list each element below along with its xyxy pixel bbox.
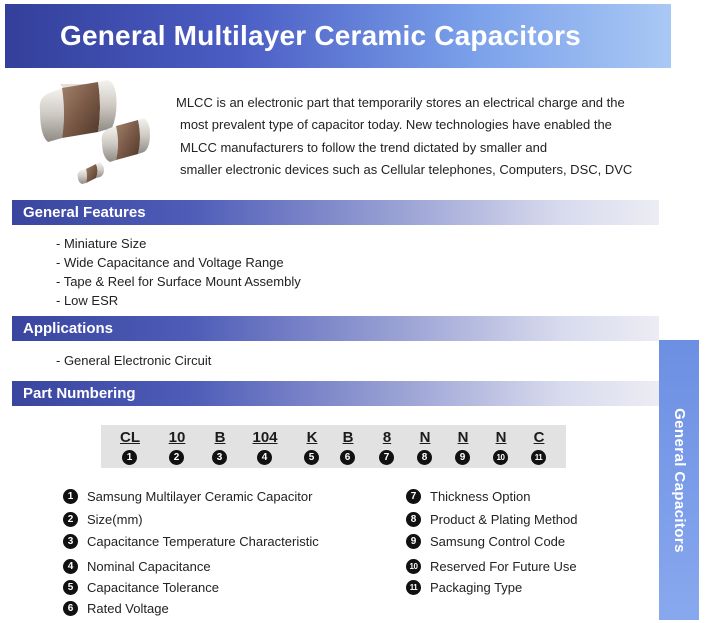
part-code: B <box>214 429 226 446</box>
number-badge: 6 <box>340 450 355 465</box>
section-heading: General Features <box>23 204 146 221</box>
list-item: - Miniature Size <box>56 236 147 251</box>
part-code-cell <box>157 425 197 468</box>
part-code: 104 <box>252 429 278 446</box>
number-badge: 11 <box>531 450 546 465</box>
number-badge: 7 <box>406 489 421 504</box>
number-badge: 10 <box>493 450 508 465</box>
number-badge: 2 <box>169 450 184 465</box>
section-heading: Part Numbering <box>23 385 136 402</box>
legend-text: Product & Plating Method <box>430 512 578 527</box>
features-list <box>56 234 301 310</box>
list-item: - Wide Capacitance and Voltage Range <box>56 255 284 270</box>
section-applications <box>12 316 659 341</box>
part-code-cell <box>110 425 150 468</box>
number-badge: 1 <box>63 489 78 504</box>
number-badge: 5 <box>304 450 319 465</box>
part-code: 8 <box>382 429 392 446</box>
number-badge: 8 <box>417 450 432 465</box>
part-code-cell <box>443 425 483 468</box>
number-badge: 5 <box>63 580 78 595</box>
applications-list <box>56 351 211 370</box>
part-code: B <box>342 429 354 446</box>
legend-text: Size(mm) <box>87 512 143 527</box>
part-code: C <box>533 429 545 446</box>
intro-line: most prevalent type of capacitor today. New technologies have enabled the <box>180 117 612 133</box>
part-code-cell <box>367 425 407 468</box>
part-code: N <box>457 429 469 446</box>
side-tab-general-capacitors <box>659 340 699 620</box>
intro-line: MLCC is an electronic part that temporarily stores an electrical charge and the <box>176 95 625 110</box>
part-code-cell <box>481 425 521 468</box>
section-heading: Applications <box>23 320 114 337</box>
part-code: N <box>495 429 507 446</box>
part-code-cell <box>245 425 285 468</box>
number-badge: 3 <box>212 450 227 465</box>
legend-text: Reserved For Future Use <box>430 559 577 574</box>
list-item: - Low ESR <box>56 293 119 308</box>
legend-text: Nominal Capacitance <box>87 559 211 574</box>
part-code-cell <box>405 425 445 468</box>
number-badge: 11 <box>406 580 421 595</box>
number-badge: 9 <box>406 534 421 549</box>
number-badge: 10 <box>406 559 421 574</box>
side-tab-label: General Capacitors <box>670 407 688 553</box>
part-code: CL <box>120 429 140 446</box>
number-badge: 2 <box>63 512 78 527</box>
legend-text: Capacitance Tolerance <box>87 580 220 595</box>
number-badge: 8 <box>406 512 421 527</box>
number-badge: 4 <box>257 450 272 465</box>
part-code: N <box>419 429 431 446</box>
part-code-cell <box>519 425 559 468</box>
section-general-features <box>12 200 659 225</box>
number-badge: 1 <box>122 450 137 465</box>
number-badge: 7 <box>379 450 394 465</box>
mlcc-chips-icon <box>38 80 168 188</box>
part-code-cell <box>328 425 368 468</box>
intro-line: MLCC manufacturers to follow the trend dictated by smaller and <box>180 139 548 155</box>
legend-text: Samsung Multilayer Ceramic Capacitor <box>87 489 313 504</box>
page-title: General Multilayer Ceramic Capacitors <box>60 20 581 51</box>
number-badge: 4 <box>63 559 78 574</box>
intro-line: smaller electronic devices such as Cellular telephones, Computers, DSC, DVC <box>180 161 633 177</box>
list-item: - General Electronic Circuit <box>56 353 212 368</box>
number-badge: 9 <box>455 450 470 465</box>
legend-text: Capacitance Temperature Characteristic <box>87 534 319 549</box>
part-code: K <box>306 429 318 446</box>
number-badge: 6 <box>63 601 78 616</box>
part-code: 10 <box>168 429 186 446</box>
part-number-example <box>101 425 566 468</box>
number-badge: 3 <box>63 534 78 549</box>
legend-text: Rated Voltage <box>87 601 169 616</box>
list-item: - Tape & Reel for Surface Mount Assembly <box>56 274 301 289</box>
section-part-numbering <box>12 381 659 406</box>
legend-text: Packaging Type <box>430 580 523 595</box>
part-code-cell <box>200 425 240 468</box>
legend-text: Thickness Option <box>430 489 531 504</box>
intro-paragraph <box>176 92 666 181</box>
legend-text: Samsung Control Code <box>430 534 566 549</box>
part-code-cell <box>292 425 332 468</box>
title-banner <box>5 4 671 68</box>
